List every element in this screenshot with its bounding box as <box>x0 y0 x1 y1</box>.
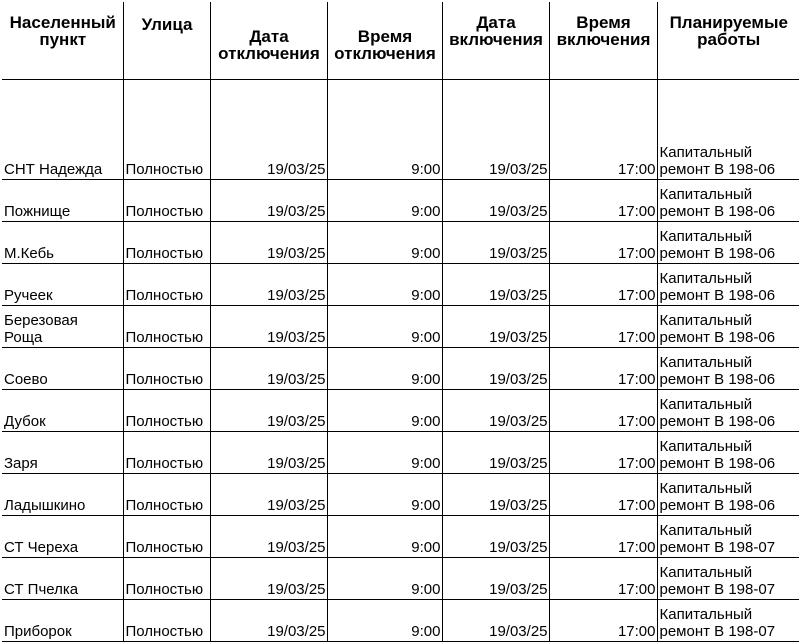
work-line-1: Капитальный <box>659 479 753 497</box>
cell-off-date[interactable]: 19/03/25 <box>210 431 327 473</box>
cell-off-time[interactable]: 9:00 <box>327 179 442 221</box>
cell-settlement[interactable]: М.Кебь <box>2 221 123 263</box>
work-line-2: ремонт В 198-06 <box>659 286 776 304</box>
work-line-2: ремонт В 198-06 <box>659 412 776 430</box>
cell-off-time[interactable]: 9:00 <box>327 305 442 347</box>
cell-street[interactable]: Полностью <box>123 221 210 263</box>
cell-street[interactable]: Полностью <box>123 263 210 305</box>
cell-planned-work[interactable] <box>657 79 799 179</box>
cell-off-time[interactable]: 9:00 <box>327 221 442 263</box>
cell-on-time[interactable]: 17:00 <box>549 557 657 599</box>
cell-settlement[interactable]: Приборок <box>2 599 123 641</box>
cell-on-time[interactable]: 17:00 <box>549 599 657 641</box>
table-row <box>2 179 799 221</box>
cell-street[interactable]: Полностью <box>123 599 210 641</box>
cell-off-time[interactable]: 9:00 <box>327 515 442 557</box>
cell-street[interactable]: Полностью <box>123 473 210 515</box>
cell-on-time[interactable]: 17:00 <box>549 79 657 179</box>
cell-on-date[interactable]: 19/03/25 <box>442 515 549 557</box>
table-row <box>2 263 799 305</box>
cell-on-time[interactable]: 17:00 <box>549 431 657 473</box>
work-line-1: Капитальный <box>659 269 753 287</box>
cell-on-date[interactable]: 19/03/25 <box>442 79 549 179</box>
work-line-1: Капитальный <box>659 185 753 203</box>
cell-on-time[interactable]: 17:00 <box>549 473 657 515</box>
work-line-2: ремонт В 198-06 <box>659 496 776 514</box>
cell-off-date[interactable]: 19/03/25 <box>210 221 327 263</box>
cell-on-date[interactable]: 19/03/25 <box>442 389 549 431</box>
cell-on-time[interactable]: 17:00 <box>549 389 657 431</box>
outage-table <box>2 2 799 642</box>
cell-street[interactable]: Полностью <box>123 389 210 431</box>
work-line-1: Капитальный <box>659 227 753 245</box>
cell-off-date[interactable]: 19/03/25 <box>210 599 327 641</box>
cell-on-date[interactable]: 19/03/25 <box>442 557 549 599</box>
cell-settlement[interactable]: СТ Пчелка <box>2 557 123 599</box>
cell-on-date[interactable]: 19/03/25 <box>442 473 549 515</box>
header-street[interactable]: Улица <box>123 2 210 79</box>
table-row <box>2 557 799 599</box>
cell-off-time[interactable]: 9:00 <box>327 389 442 431</box>
cell-planned-work[interactable] <box>657 389 799 431</box>
cell-planned-work[interactable] <box>657 473 799 515</box>
work-line-2: ремонт В 198-07 <box>659 622 776 640</box>
work-line-2: ремонт В 198-07 <box>659 580 776 598</box>
cell-on-date[interactable]: 19/03/25 <box>442 347 549 389</box>
cell-planned-work[interactable] <box>657 557 799 599</box>
cell-planned-work[interactable] <box>657 515 799 557</box>
cell-street[interactable]: Полностью <box>123 179 210 221</box>
cell-on-date[interactable]: 19/03/25 <box>442 221 549 263</box>
work-line-2: ремонт В 198-06 <box>659 202 776 220</box>
header-on-date[interactable]: Дата включения <box>442 2 549 79</box>
cell-street[interactable]: Полностью <box>123 431 210 473</box>
table-row <box>2 389 799 431</box>
header-on-time[interactable]: Время включения <box>549 2 657 79</box>
cell-off-time[interactable]: 9:00 <box>327 431 442 473</box>
cell-street[interactable]: Полностью <box>123 305 210 347</box>
cell-settlement[interactable]: Соево <box>2 347 123 389</box>
cell-on-time[interactable]: 17:00 <box>549 263 657 305</box>
work-line-2: ремонт В 198-06 <box>659 244 776 262</box>
cell-planned-work[interactable] <box>657 431 799 473</box>
cell-settlement[interactable]: Заря <box>2 431 123 473</box>
cell-on-time[interactable]: 17:00 <box>549 347 657 389</box>
cell-planned-work[interactable] <box>657 263 799 305</box>
table-row <box>2 515 799 557</box>
cell-off-time[interactable]: 9:00 <box>327 557 442 599</box>
cell-settlement[interactable]: Пожнище <box>2 179 123 221</box>
cell-street[interactable]: Полностью <box>123 347 210 389</box>
header-planned-work[interactable]: Планируемые работы <box>657 2 799 79</box>
cell-settlement[interactable]: Ладышкино <box>2 473 123 515</box>
header-off-time[interactable]: Время отключения <box>327 2 442 79</box>
work-line-2: ремонт В 198-07 <box>659 538 776 556</box>
cell-off-date[interactable]: 19/03/25 <box>210 557 327 599</box>
table-row <box>2 599 799 641</box>
cell-planned-work[interactable] <box>657 599 799 641</box>
work-line-1: Капитальный <box>659 143 753 161</box>
header-row <box>2 2 799 79</box>
cell-off-date[interactable]: 19/03/25 <box>210 389 327 431</box>
cell-on-date[interactable]: 19/03/25 <box>442 431 549 473</box>
work-line-1: Капитальный <box>659 521 753 539</box>
table-row <box>2 431 799 473</box>
cell-settlement[interactable]: Ручеек <box>2 263 123 305</box>
work-line-1: Капитальный <box>659 437 753 455</box>
cell-off-time[interactable]: 9:00 <box>327 79 442 179</box>
cell-off-time[interactable]: 9:00 <box>327 263 442 305</box>
cell-planned-work[interactable] <box>657 347 799 389</box>
work-line-2: ремонт В 198-06 <box>659 454 776 472</box>
cell-street[interactable]: Полностью <box>123 79 210 179</box>
table-row <box>2 79 799 179</box>
cell-off-date[interactable]: 19/03/25 <box>210 263 327 305</box>
cell-off-date[interactable]: 19/03/25 <box>210 305 327 347</box>
header-settlement[interactable]: Населенный пункт <box>2 2 123 79</box>
cell-on-date[interactable]: 19/03/25 <box>442 599 549 641</box>
cell-street[interactable]: Полностью <box>123 557 210 599</box>
cell-street[interactable]: Полностью <box>123 515 210 557</box>
table-row <box>2 473 799 515</box>
work-line-1: Капитальный <box>659 395 753 413</box>
settlement-line-2: Роща <box>4 328 43 346</box>
cell-on-date[interactable]: 19/03/25 <box>442 179 549 221</box>
cell-planned-work[interactable] <box>657 221 799 263</box>
cell-off-date[interactable]: 19/03/25 <box>210 473 327 515</box>
table-row <box>2 347 799 389</box>
cell-on-time[interactable]: 17:00 <box>549 179 657 221</box>
cell-off-date[interactable]: 19/03/25 <box>210 515 327 557</box>
cell-on-date[interactable]: 19/03/25 <box>442 305 549 347</box>
cell-off-date[interactable]: 19/03/25 <box>210 347 327 389</box>
cell-on-time[interactable]: 17:00 <box>549 515 657 557</box>
work-line-2: ремонт В 198-06 <box>659 160 776 178</box>
cell-settlement[interactable] <box>2 305 123 347</box>
cell-planned-work[interactable] <box>657 305 799 347</box>
work-line-1: Капитальный <box>659 353 753 371</box>
header-off-date[interactable]: Дата отключения <box>210 2 327 79</box>
cell-settlement[interactable]: СНТ Надежда <box>2 79 123 179</box>
work-line-1: Капитальный <box>659 311 753 329</box>
work-line-1: Капитальный <box>659 563 753 581</box>
table-row <box>2 305 799 347</box>
table-body <box>2 79 799 641</box>
cell-settlement[interactable]: СТ Череха <box>2 515 123 557</box>
work-line-2: ремонт В 198-06 <box>659 328 776 346</box>
settlement-line-1: Березовая <box>4 311 78 329</box>
cell-off-date[interactable]: 19/03/25 <box>210 179 327 221</box>
cell-planned-work[interactable] <box>657 179 799 221</box>
cell-off-date[interactable]: 19/03/25 <box>210 79 327 179</box>
cell-on-time[interactable]: 17:00 <box>549 305 657 347</box>
cell-off-time[interactable]: 9:00 <box>327 473 442 515</box>
cell-on-date[interactable]: 19/03/25 <box>442 263 549 305</box>
cell-off-time[interactable]: 9:00 <box>327 599 442 641</box>
cell-settlement[interactable]: Дубок <box>2 389 123 431</box>
cell-on-time[interactable]: 17:00 <box>549 221 657 263</box>
work-line-1: Капитальный <box>659 605 753 623</box>
cell-off-time[interactable]: 9:00 <box>327 347 442 389</box>
work-line-2: ремонт В 198-06 <box>659 370 776 388</box>
table-row <box>2 221 799 263</box>
